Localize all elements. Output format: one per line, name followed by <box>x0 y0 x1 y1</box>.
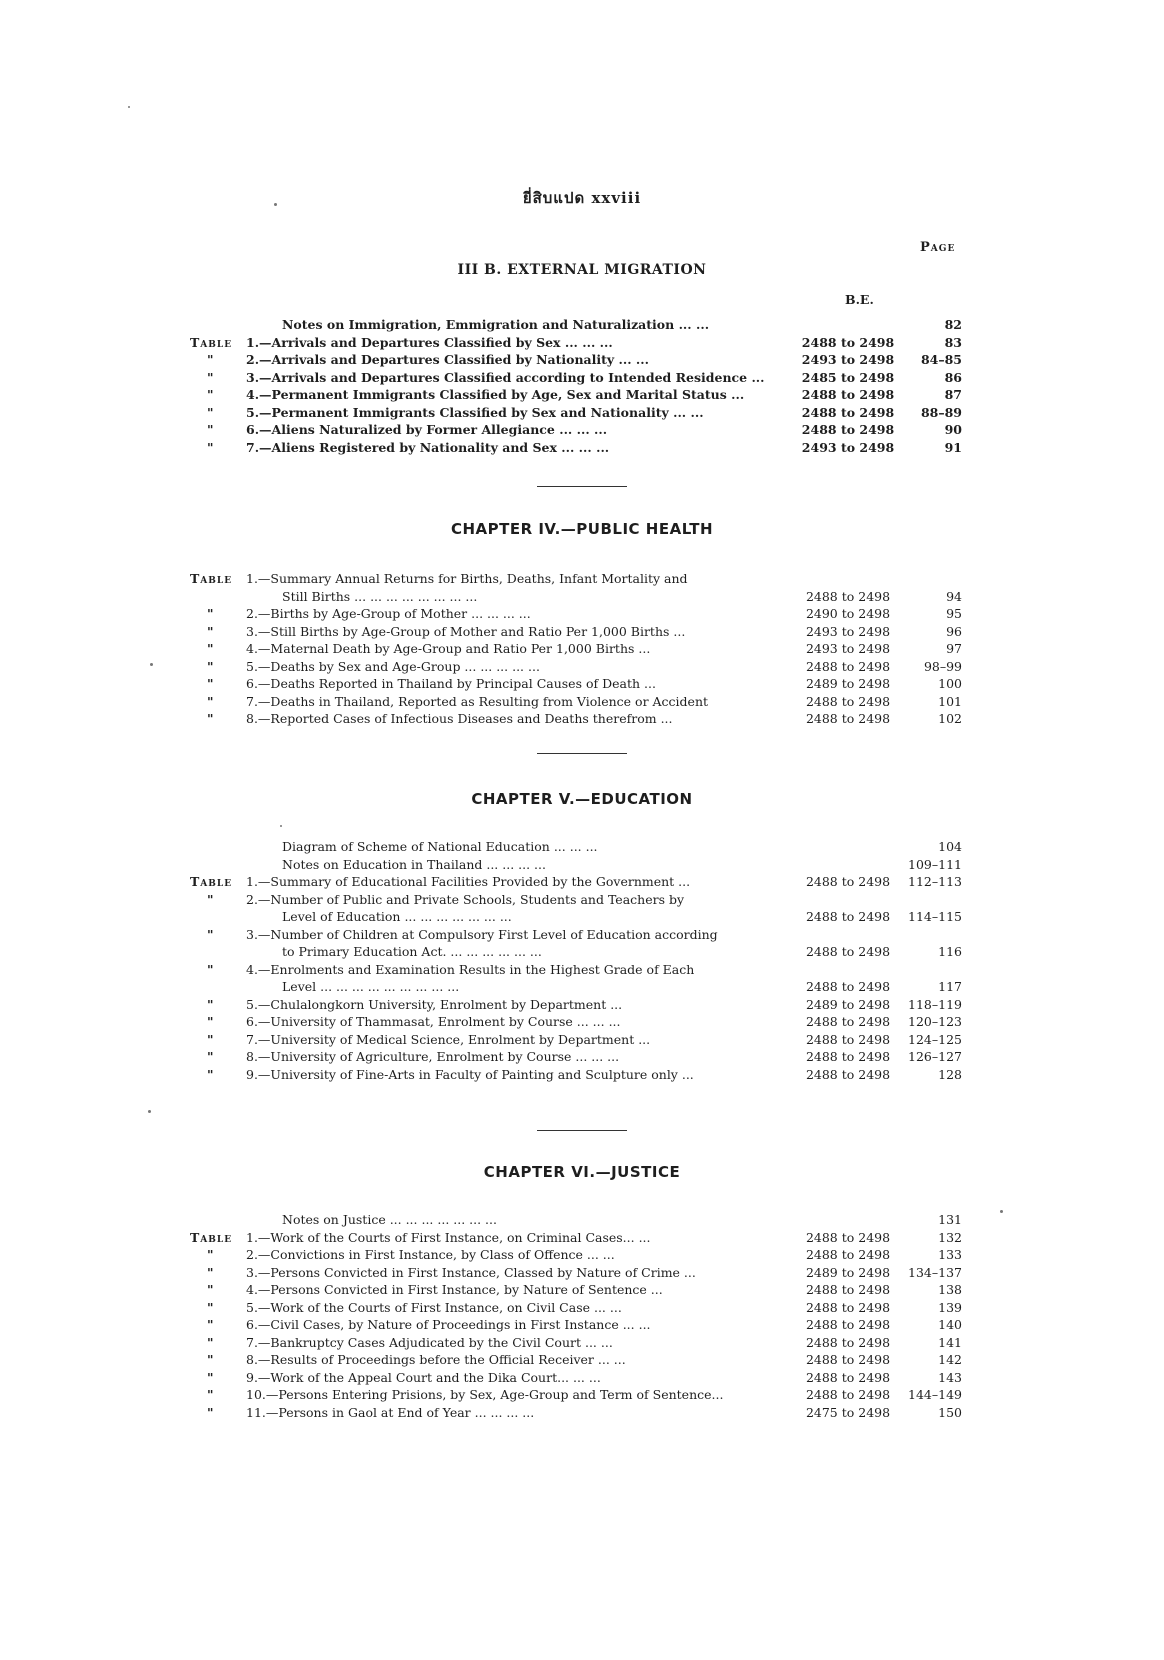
section-education <box>0 790 1164 1082</box>
ditto-mark: " <box>207 1352 214 1367</box>
page-number: 90 <box>944 422 962 437</box>
section-title: CHAPTER VI.—JUSTICE <box>483 1163 681 1181</box>
scan-speck <box>280 825 282 827</box>
toc-row <box>0 369 1164 387</box>
page-number: 118–119 <box>908 996 962 1012</box>
ditto-mark: " <box>207 1404 214 1420</box>
year-range: 2488 to 2498 <box>805 1334 891 1350</box>
year-range: 2488 to 2498 <box>805 1031 891 1047</box>
page-number: 104 <box>938 839 962 854</box>
page-column-label: Page <box>920 240 956 255</box>
health-rows <box>0 570 1164 728</box>
ditto-mark: " <box>207 439 214 455</box>
page-number: 95 <box>946 606 962 621</box>
ditto-mark: " <box>207 404 214 420</box>
entry-description: 4.—Enrolments and Examination Results in the Highest Grade of Each <box>246 961 695 977</box>
section-public-health <box>0 520 1164 726</box>
entry-description: Notes on Education in Thailand ... ... ... ... <box>282 856 546 872</box>
ditto-mark: " <box>207 641 214 656</box>
toc-row <box>0 1334 1164 1352</box>
page-heading: ยี่สิบแปด xxviii <box>522 189 642 207</box>
toc-row <box>0 838 1164 856</box>
page-number: 102 <box>938 711 962 726</box>
toc-row <box>0 1048 1164 1066</box>
year-range: 2488 to 2498 <box>805 1387 891 1402</box>
toc-row <box>0 640 1164 658</box>
year-range: 2493 to 2498 <box>801 439 895 455</box>
page-number: 84–85 <box>920 352 962 367</box>
toc-row <box>0 978 1164 996</box>
entry-description: 2.—Number of Public and Private Schools, Students and Teachers by <box>246 891 685 907</box>
ditto-mark: " <box>207 1049 214 1064</box>
entry-description: 2.—Arrivals and Departures Classified by Nationality ... ... <box>246 352 649 367</box>
entry-description: 9.—Work of the Appeal Court and the Dika Court... ... ... <box>246 1369 601 1385</box>
year-range: 2488 to 2498 <box>805 1014 891 1029</box>
toc-row <box>0 623 1164 641</box>
toc-row <box>0 1386 1164 1404</box>
ditto-mark: " <box>207 1317 214 1332</box>
toc-row <box>0 658 1164 676</box>
ditto-mark: " <box>207 352 214 367</box>
entry-description: 7.—Deaths in Thailand, Reported as Resulting from Violence or Accident <box>246 693 709 709</box>
section-divider <box>537 1130 627 1131</box>
year-range: 2489 to 2498 <box>805 996 891 1012</box>
toc-row <box>0 588 1164 606</box>
entry-description: Level of Education ... ... ... ... ... ... ... <box>282 909 512 924</box>
entry-description: 8.—Reported Cases of Infectious Diseases and Deaths therefrom ... <box>246 711 673 726</box>
toc-row <box>0 351 1164 369</box>
toc-row <box>0 1281 1164 1299</box>
toc-row <box>0 1404 1164 1422</box>
section-title: CHAPTER IV.—PUBLIC HEALTH <box>450 520 714 538</box>
year-range: 2488 to 2498 <box>805 1229 891 1245</box>
page-number: 86 <box>944 369 962 385</box>
table-label: Table <box>190 874 233 889</box>
year-range: 2488 to 2498 <box>805 909 891 924</box>
year-range: 2488 to 2498 <box>805 1066 891 1082</box>
page-number: 143 <box>938 1369 962 1385</box>
scan-speck <box>148 1110 151 1113</box>
page-number: 133 <box>938 1247 962 1262</box>
page-number: 94 <box>946 588 962 604</box>
page-number: 120–123 <box>908 1014 962 1029</box>
toc-row <box>0 856 1164 874</box>
entry-description: 1.—Arrivals and Departures Classified by Sex ... ... ... <box>246 334 613 350</box>
page-number: 98–99 <box>923 658 962 674</box>
page-number: 116 <box>938 944 962 959</box>
year-range: 2488 to 2498 <box>805 1352 891 1367</box>
toc-row <box>0 926 1164 944</box>
ditto-mark: " <box>207 1334 214 1350</box>
page-number: 82 <box>944 317 962 332</box>
entry-description: 6.—Aliens Naturalized by Former Allegiance ... ... ... <box>246 422 608 437</box>
entry-description: 9.—University of Fine-Arts in Faculty of Painting and Sculpture only ... <box>246 1066 694 1082</box>
entry-description: 1.—Work of the Courts of First Instance, on Criminal Cases... ... <box>246 1229 651 1245</box>
ditto-mark: " <box>207 623 214 639</box>
page-number: 112–113 <box>908 874 962 889</box>
scan-speck <box>128 106 130 108</box>
toc-row <box>0 1316 1164 1334</box>
section-title: III B. EXTERNAL MIGRATION <box>457 262 707 278</box>
page-number: 144–149 <box>908 1387 962 1402</box>
toc-row <box>0 961 1164 979</box>
entry-description: 4.—Permanent Immigrants Classified by Age, Sex and Marital Status ... <box>246 387 745 402</box>
ditto-mark: " <box>207 693 214 709</box>
year-range: 2493 to 2498 <box>805 641 891 656</box>
ditto-mark: " <box>207 1282 214 1297</box>
entry-description: 7.—Aliens Registered by Nationality and Sex ... ... ... <box>246 439 610 455</box>
entry-description: 2.—Births by Age-Group of Mother ... ... ... ... <box>246 606 531 621</box>
ditto-mark: " <box>207 658 214 674</box>
toc-row <box>0 996 1164 1014</box>
year-range: 2488 to 2498 <box>805 693 891 709</box>
year-range: 2488 to 2498 <box>805 979 891 994</box>
entry-description: Still Births ... ... ... ... ... ... ... ... <box>282 588 478 604</box>
page-number: 101 <box>938 693 962 709</box>
page-number: 150 <box>938 1404 962 1420</box>
entry-description: 6.—Civil Cases, by Nature of Proceedings in First Instance ... ... <box>246 1317 651 1332</box>
entry-description: 3.—Number of Children at Compulsory First Level of Education according <box>246 926 718 942</box>
toc-row <box>0 1013 1164 1031</box>
ditto-mark: " <box>207 1014 214 1029</box>
year-range: 2488 to 2498 <box>801 422 895 437</box>
entry-description: 7.—University of Medical Science, Enrolment by Department ... <box>246 1031 651 1047</box>
ditto-mark: " <box>207 606 214 621</box>
page-number: 83 <box>944 334 962 350</box>
toc-row <box>0 908 1164 926</box>
page-number: 96 <box>946 623 962 639</box>
entry-description: 6.—University of Thammasat, Enrolment by Course ... ... ... <box>246 1014 621 1029</box>
section-divider <box>537 753 627 754</box>
page-number: 97 <box>946 641 962 656</box>
year-range: 2488 to 2498 <box>805 874 891 889</box>
toc-row <box>0 1351 1164 1369</box>
year-range: 2488 to 2498 <box>805 1247 891 1262</box>
toc-row <box>0 570 1164 588</box>
ditto-mark: " <box>207 1299 214 1315</box>
toc-row <box>0 334 1164 352</box>
page-number: 87 <box>944 387 962 402</box>
page-number: 139 <box>938 1299 962 1315</box>
entry-description: Diagram of Scheme of National Education ... ... ... <box>282 839 598 854</box>
year-range: 2489 to 2498 <box>805 1264 891 1280</box>
toc-row <box>0 421 1164 439</box>
toc-row <box>0 404 1164 422</box>
entry-description: 3.—Still Births by Age-Group of Mother and Ratio Per 1,000 Births ... <box>246 623 686 639</box>
ditto-mark: " <box>207 676 214 691</box>
year-range: 2488 to 2498 <box>801 387 895 402</box>
entry-description: 5.—Deaths by Sex and Age-Group ... ... ... ... ... <box>246 658 540 674</box>
year-range: 2488 to 2498 <box>801 334 895 350</box>
section-title: CHAPTER V.—EDUCATION <box>471 790 693 808</box>
toc-row <box>0 1229 1164 1247</box>
toc-row <box>0 891 1164 909</box>
year-range: 2475 to 2498 <box>805 1404 891 1420</box>
year-range: 2488 to 2498 <box>805 944 891 959</box>
page-number: 126–127 <box>908 1049 962 1064</box>
page-number: 100 <box>938 676 962 691</box>
page-number: 91 <box>944 439 962 455</box>
ditto-mark: " <box>207 996 214 1012</box>
toc-row <box>0 1369 1164 1387</box>
page-number: 134–137 <box>908 1264 962 1280</box>
toc-row <box>0 1066 1164 1084</box>
page-number: 109–111 <box>908 856 962 872</box>
page-number: 131 <box>938 1212 962 1227</box>
toc-row <box>0 439 1164 457</box>
year-range: 2488 to 2498 <box>805 711 891 726</box>
ditto-mark: " <box>207 926 214 942</box>
page-number: 141 <box>938 1334 962 1350</box>
year-range: 2488 to 2498 <box>805 1317 891 1332</box>
page-number: 124–125 <box>908 1031 962 1047</box>
ditto-mark: " <box>207 387 214 402</box>
entry-description: 8.—University of Agriculture, Enrolment by Course ... ... ... <box>246 1049 620 1064</box>
section-external-migration <box>0 262 1164 455</box>
entry-description: 5.—Chulalongkorn University, Enrolment by Department ... <box>246 996 623 1012</box>
entry-description: 3.—Arrivals and Departures Classified according to Intended Residence ... <box>246 369 765 385</box>
entry-description: 8.—Results of Proceedings before the Official Receiver ... ... <box>246 1352 626 1367</box>
page-number: 128 <box>938 1066 962 1082</box>
toc-row <box>0 1299 1164 1317</box>
toc-row <box>0 873 1164 891</box>
entry-description: 5.—Permanent Immigrants Classified by Sex and Nationality ... ... <box>246 404 704 420</box>
migration-rows <box>0 316 1164 456</box>
entry-description: 2.—Convictions in First Instance, by Class of Offence ... ... <box>246 1247 615 1262</box>
toc-row <box>0 1264 1164 1282</box>
entry-description: 7.—Bankruptcy Cases Adjudicated by the Civil Court ... ... <box>246 1334 613 1350</box>
toc-row <box>0 605 1164 623</box>
year-range: 2488 to 2498 <box>805 588 891 604</box>
page-number: 138 <box>938 1282 962 1297</box>
entry-description: Notes on Immigration, Emmigration and Naturalization ... ... <box>282 317 710 332</box>
toc-row <box>0 943 1164 961</box>
year-range: 2488 to 2498 <box>805 658 891 674</box>
ditto-mark: " <box>207 711 214 726</box>
entry-description: 4.—Persons Convicted in First Instance, by Nature of Sentence ... <box>246 1282 663 1297</box>
page-number: 140 <box>938 1317 962 1332</box>
entry-description: 11.—Persons in Gaol at End of Year ... ... ... ... <box>246 1404 535 1420</box>
ditto-mark: " <box>207 1387 214 1402</box>
page-number: 117 <box>938 979 962 994</box>
entry-description: Notes on Justice ... ... ... ... ... ... ... <box>282 1212 497 1227</box>
year-range: 2488 to 2498 <box>805 1299 891 1315</box>
toc-row <box>0 693 1164 711</box>
ditto-mark: " <box>207 1247 214 1262</box>
entry-description: 5.—Work of the Courts of First Instance, on Civil Case ... ... <box>246 1299 622 1315</box>
year-range: 2488 to 2498 <box>805 1049 891 1064</box>
year-range: 2490 to 2498 <box>805 606 891 621</box>
toc-row <box>0 1246 1164 1264</box>
year-range: 2493 to 2498 <box>801 352 895 367</box>
year-range: 2485 to 2498 <box>801 369 895 385</box>
toc-row <box>0 1031 1164 1049</box>
entry-description: 1.—Summary Annual Returns for Births, Deaths, Infant Mortality and <box>246 571 688 586</box>
table-label: Table <box>190 571 233 586</box>
year-range: 2493 to 2498 <box>805 623 891 639</box>
entry-description: 3.—Persons Convicted in First Instance, Classed by Nature of Crime ... <box>246 1264 696 1280</box>
ditto-mark: " <box>207 961 214 977</box>
ditto-mark: " <box>207 1066 214 1082</box>
year-range: 2488 to 2498 <box>805 1369 891 1385</box>
page-number: 142 <box>938 1352 962 1367</box>
ditto-mark: " <box>207 1031 214 1047</box>
year-range: 2488 to 2498 <box>801 404 895 420</box>
page-number: 132 <box>938 1229 962 1245</box>
section-divider <box>537 486 627 487</box>
scan-speck <box>274 203 277 206</box>
entry-description: Level ... ... ... ... ... ... ... ... ... <box>282 979 460 994</box>
toc-row <box>0 386 1164 404</box>
page-number: 88–89 <box>920 404 962 420</box>
toc-row <box>0 710 1164 728</box>
ditto-mark: " <box>207 369 214 385</box>
education-rows <box>0 838 1164 1083</box>
scan-speck <box>1000 1210 1003 1213</box>
toc-row <box>0 675 1164 693</box>
year-range: 2488 to 2498 <box>805 1282 891 1297</box>
entry-description: 4.—Maternal Death by Age-Group and Ratio Per 1,000 Births ... <box>246 641 651 656</box>
page-number: 114–115 <box>908 909 962 924</box>
entry-description: to Primary Education Act. ... ... ... ... ... ... <box>282 944 542 959</box>
entry-description: 6.—Deaths Reported in Thailand by Principal Causes of Death ... <box>246 676 656 691</box>
entry-description: 10.—Persons Entering Prisions, by Sex, Age-Group and Term of Sentence... <box>246 1387 724 1402</box>
table-label: Table <box>190 1229 233 1245</box>
section-justice <box>0 1163 1164 1420</box>
ditto-mark: " <box>207 422 214 437</box>
year-range: 2489 to 2498 <box>805 676 891 691</box>
be-column-label: B.E. <box>845 292 874 307</box>
scan-speck <box>150 663 153 666</box>
justice-rows <box>0 1211 1164 1421</box>
table-label: Table <box>190 334 233 350</box>
toc-row <box>0 316 1164 334</box>
entry-description: 1.—Summary of Educational Facilities Provided by the Government ... <box>246 874 691 889</box>
ditto-mark: " <box>207 891 214 907</box>
ditto-mark: " <box>207 1264 214 1280</box>
ditto-mark: " <box>207 1369 214 1385</box>
toc-row <box>0 1211 1164 1229</box>
